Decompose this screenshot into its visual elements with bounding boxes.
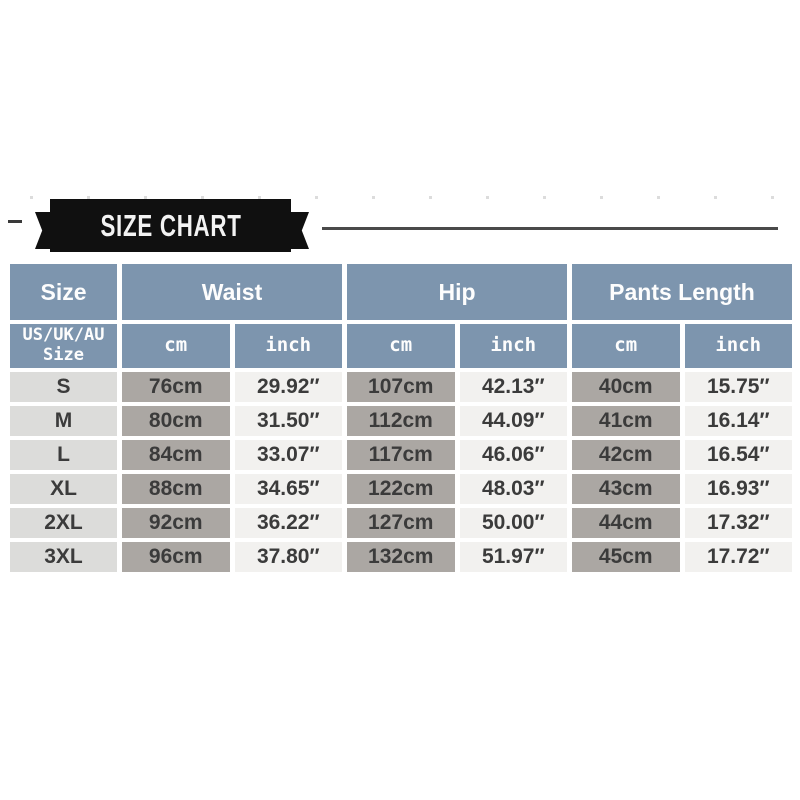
- waist-cm-value: 76cm: [122, 372, 230, 402]
- size-table: [5, 260, 797, 576]
- pants-inch-value: 16.93″: [685, 474, 793, 504]
- size-chart-ribbon: [50, 199, 291, 252]
- waist-inch-value: 34.65″: [235, 474, 343, 504]
- pants-cm-value: 41cm: [572, 406, 680, 436]
- hip-cm-value: 107cm: [347, 372, 455, 402]
- table-row-l: [10, 440, 792, 470]
- subheader-hip-inch: inch: [460, 324, 568, 368]
- waist-inch-value: 29.92″: [235, 372, 343, 402]
- waist-inch-value: 37.80″: [235, 542, 343, 572]
- waist-inch-value: 33.07″: [235, 440, 343, 470]
- subheader-waist-cm: cm: [122, 324, 230, 368]
- pants-cm-value: 44cm: [572, 508, 680, 538]
- column-group-size: Size: [10, 264, 117, 320]
- table-subheader-row: [10, 324, 792, 368]
- waist-cm-value: 92cm: [122, 508, 230, 538]
- table-row-2xl: [10, 508, 792, 538]
- waist-cm-value: 96cm: [122, 542, 230, 572]
- hip-inch-value: 50.00″: [460, 508, 568, 538]
- size-label: M: [10, 406, 117, 436]
- pants-cm-value: 42cm: [572, 440, 680, 470]
- hip-cm-value: 122cm: [347, 474, 455, 504]
- table-row-3xl: [10, 542, 792, 572]
- pants-inch-value: 17.32″: [685, 508, 793, 538]
- waist-inch-value: 31.50″: [235, 406, 343, 436]
- column-group-waist: Waist: [122, 264, 342, 320]
- pants-inch-value: 16.54″: [685, 440, 793, 470]
- column-group-hip: Hip: [347, 264, 567, 320]
- pants-inch-value: 16.14″: [685, 406, 793, 436]
- pants-inch-value: 17.72″: [685, 542, 793, 572]
- pants-cm-value: 43cm: [572, 474, 680, 504]
- hip-inch-value: 51.97″: [460, 542, 568, 572]
- table-group-header-row: [10, 264, 792, 320]
- hip-cm-value: 117cm: [347, 440, 455, 470]
- left-dash-decoration: [8, 220, 22, 223]
- waist-inch-value: 36.22″: [235, 508, 343, 538]
- waist-cm-value: 84cm: [122, 440, 230, 470]
- hip-inch-value: 44.09″: [460, 406, 568, 436]
- pants-cm-value: 45cm: [572, 542, 680, 572]
- waist-cm-value: 80cm: [122, 406, 230, 436]
- right-line-decoration: [322, 227, 778, 230]
- size-label: 3XL: [10, 542, 117, 572]
- hip-inch-value: 46.06″: [460, 440, 568, 470]
- table-row-s: [10, 372, 792, 402]
- size-label: L: [10, 440, 117, 470]
- subheader-waist-inch: inch: [235, 324, 343, 368]
- size-label: S: [10, 372, 117, 402]
- size-chart-title: SIZE CHART: [99, 207, 242, 243]
- subheader-us-uk-au-size: US/UK/AU Size: [10, 324, 117, 368]
- subheader-hip-cm: cm: [347, 324, 455, 368]
- pants-inch-value: 15.75″: [685, 372, 793, 402]
- subheader-pants-inch: inch: [685, 324, 793, 368]
- waist-cm-value: 88cm: [122, 474, 230, 504]
- hip-cm-value: 127cm: [347, 508, 455, 538]
- size-label: 2XL: [10, 508, 117, 538]
- hip-inch-value: 48.03″: [460, 474, 568, 504]
- ribbon-right-fold: [291, 212, 309, 249]
- subheader-pants-cm: cm: [572, 324, 680, 368]
- hip-cm-value: 112cm: [347, 406, 455, 436]
- pants-cm-value: 40cm: [572, 372, 680, 402]
- size-label: XL: [10, 474, 117, 504]
- table-row-xl: [10, 474, 792, 504]
- hip-inch-value: 42.13″: [460, 372, 568, 402]
- column-group-pants-length: Pants Length: [572, 264, 792, 320]
- hip-cm-value: 132cm: [347, 542, 455, 572]
- table-row-m: [10, 406, 792, 436]
